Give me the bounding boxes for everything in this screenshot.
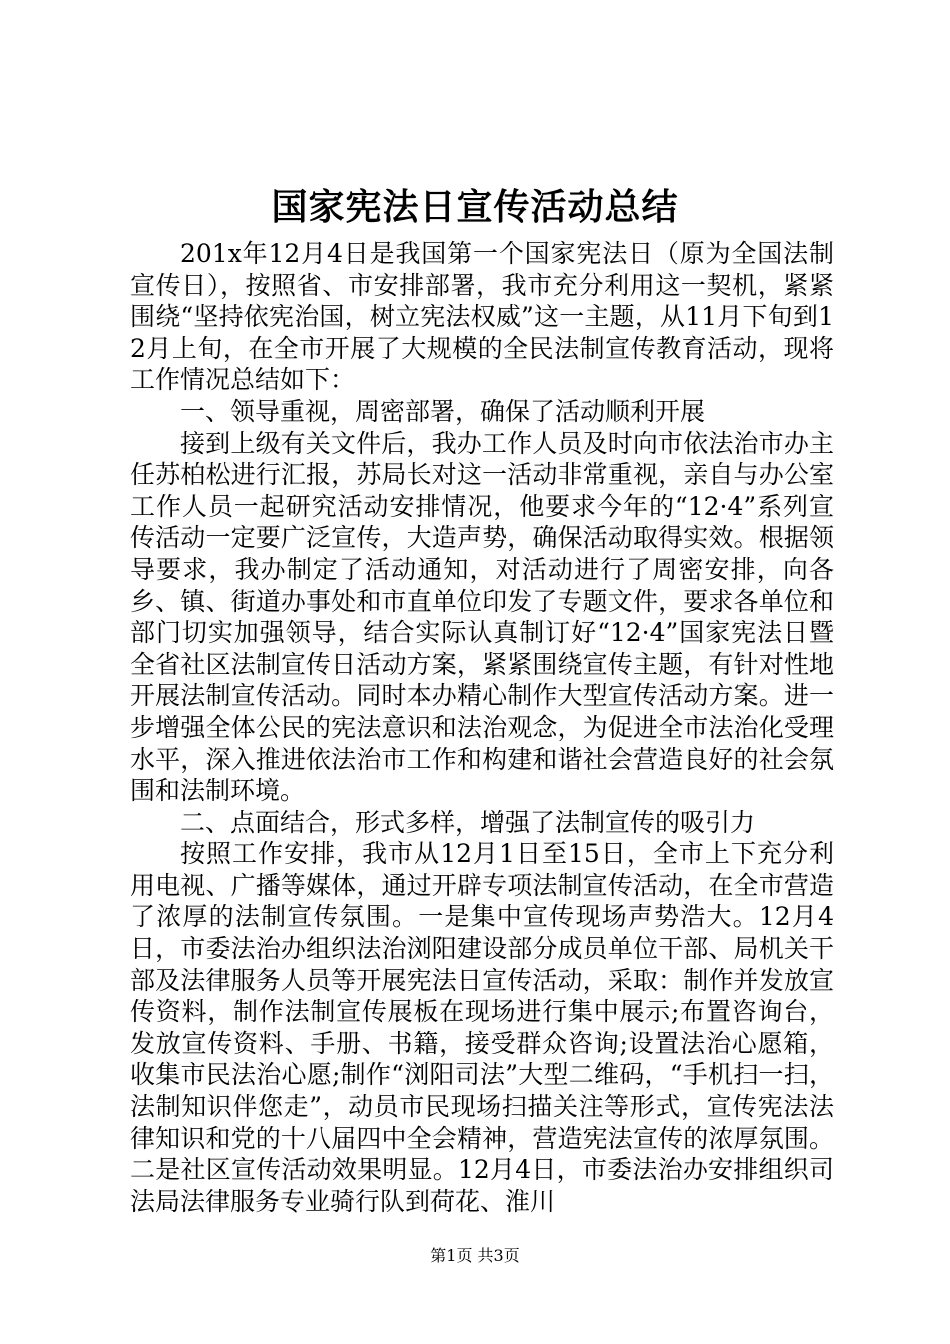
section-heading-2: 二、点面结合，形式多样，增强了法制宣传的吸引力 xyxy=(180,807,756,837)
intro-paragraph: 201x年12月4日是我国第一个国家宪法日（原为全国法制宣传日），按照省、市安排部署，我市充分利用这一契机，紧紧围绕“坚持依宪治国，树立宪法权威”这一主题，从11月下旬到12月上旬，在全市开展了大规模的全民法制宣传教育活动，现将工作情况总结如下： xyxy=(130,239,834,395)
section-2-paragraph: 按照工作安排，我市从12月1日至15日，全市上下充分利用电视、广播等媒体，通过开辟专项法制宣传活动，在全市营造了浓厚的法制宣传氛围。一是集中宣传现场声势浩大。12月4日，市委法治办组织法治浏阳建设部分成员单位干部、局机关干部及法律服务人员等开展宪法日宣传活动，采取：制作并发放宣传资料，制作法制宣传展板在现场进行集中展示;布置咨询台，发放宣传资料、手册、书籍，接受群众咨询;设置法治心愿箱，收集市民法治心愿;制作“浏阳司法”大型二维码，“手机扫一扫，法制知识伴您走”，动员市民现场扫描关注等形式，宣传宪法法律知识和党的十八届四中全会精神，营造宪法宣传的浓厚氛围。二是社区宣传活动效果明显。12月4日，市委法治办安排组织司法局法律服务专业骑行队到荷花、淮川 xyxy=(130,839,834,1216)
document-title: 国家宪法日宣传活动总结 xyxy=(271,186,679,228)
document-body xyxy=(130,238,834,1217)
section-heading-1: 一、领导重视，周密部署，确保了活动顺利开展 xyxy=(180,396,706,426)
page-number-footer: 第1页 共3页 xyxy=(430,1246,520,1265)
section-1-paragraph: 接到上级有关文件后，我办工作人员及时向市依法治市办主任苏柏松进行汇报，苏局长对这一活动非常重视，亲自与办公室工作人员一起研究活动安排情况，他要求今年的“12·4”系列宣传活动一定要广泛宣传，大造声势，确保活动取得实效。根据领导要求，我办制定了活动通知，对活动进行了周密安排，向各乡、镇、街道办事处和市直单位印发了专题文件，要求各单位和部门切实加强领导，结合实际认真制订好“12·4”国家宪法日暨全省社区法制宣传日活动方案，紧紧围绕宣传主题，有针对性地开展法制宣传活动。同时本办精心制作大型宣传活动方案。进一步增强全体公民的宪法意识和法治观念，为促进全市法治化受理水平，深入推进依法治市工作和构建和谐社会营造良好的社会氛围和法制环境。 xyxy=(130,428,834,806)
